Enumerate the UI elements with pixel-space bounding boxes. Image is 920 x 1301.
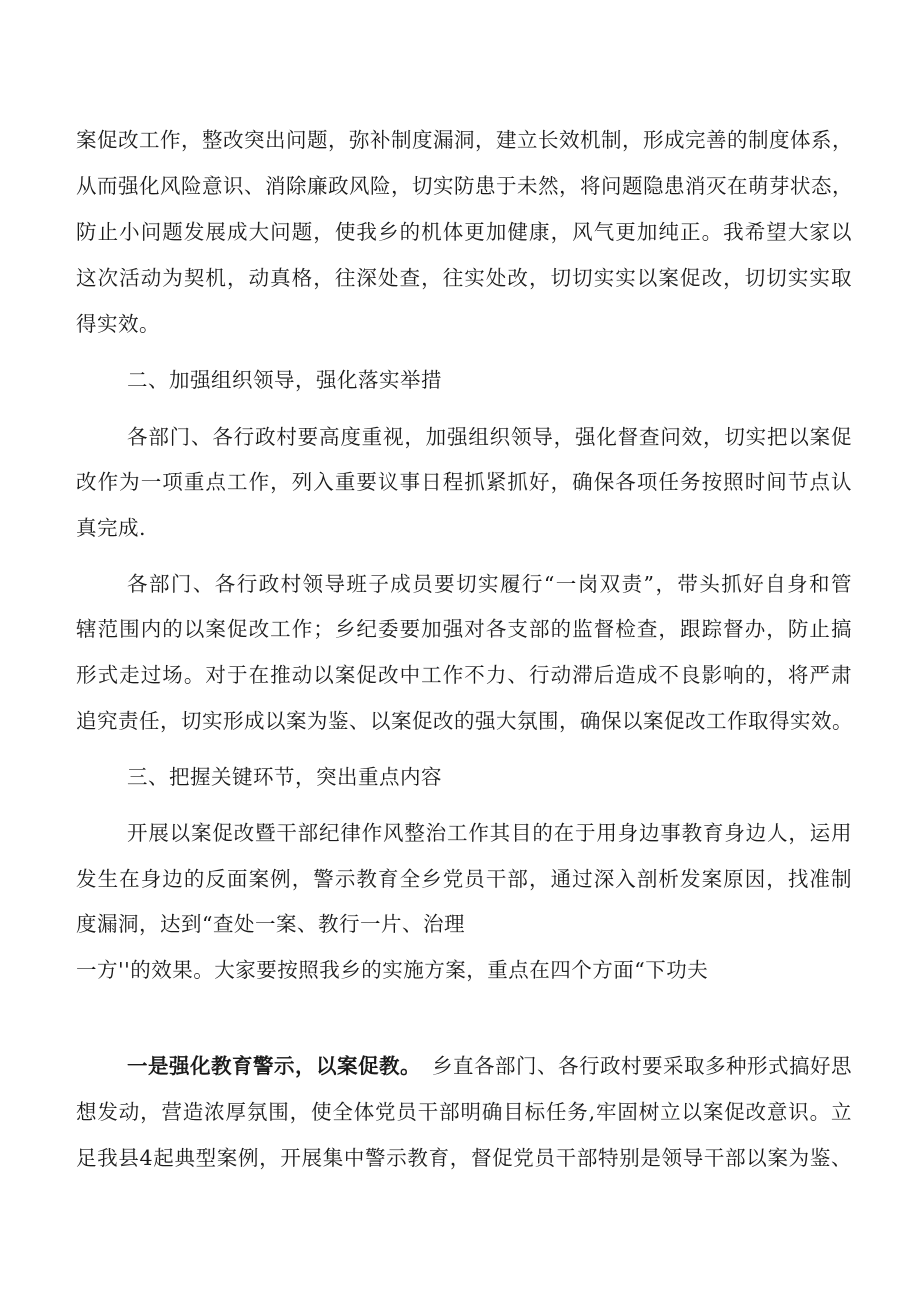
paragraph-4-line-4: 一方''的效果。大家要按照我乡的实施方案，重点在四个方面“下功夫 [76,958,709,982]
paragraph-1-line-5: 得实效。 [76,312,160,336]
paragraph-5-line-2: 想发动，营造浓厚氛围，使全体党员干部明确目标任务,牢固树立以案促改意识。立 [76,1100,852,1124]
paragraph-2-line-1: 各部门、各行政村要高度重视，加强组织领导，强化督查问效，切实把以案促 [127,425,852,449]
paragraph-3-line-3: 形式走过场。对于在推动以案促改中工作不力、行动滞后造成不良影响的，将严肃 [76,663,852,687]
paragraph-3-line-2: 辖范围内的以案促改工作；乡纪委要加强对各支部的监督检查，跟踪督办，防止搞 [76,617,852,641]
paragraph-3-line-4: 追究责任，切实形成以案为鉴、以案促改的强大氛围，确保以案促改工作取得实效。 [76,709,853,733]
paragraph-1-line-3: 防止小问题发展成大问题，使我乡的机体更加健康，风气更加纯正。我希望大家以 [76,220,852,244]
paragraph-5-line-1-text: 乡直各部门、各行政村要采取多种形式搞好思 [432,1054,852,1078]
paragraph-4-line-3: 度漏洞，达到“查处一案、教行一片、治理 [76,912,465,936]
section-heading-2: 二、加强组织领导，强化落实举措 [127,368,442,392]
paragraph-1-line-1: 案促改工作，整改突出问题，弥补制度漏洞，建立长效机制，形成完善的制度体系， [76,128,853,152]
paragraph-1-line-4: 这次活动为契机，动真格，往深处查，往实处改，切切实实以案促改，切切实实取 [76,266,852,290]
paragraph-5-line-1 [127,1054,852,1078]
paragraph-3-line-1: 各部门、各行政村领导班子成员要切实履行“一岗双责”，带头抓好自身和管 [127,572,852,596]
paragraph-4-line-2: 发生在身边的反面案例，警示教育全乡党员干部，通过深入剖析发案原因，找准制 [76,867,852,891]
paragraph-2-line-2: 改作为一项重点工作，列入重要议事日程抓紧抓好，确保各项任务按照时间节点认 [76,470,852,494]
paragraph-1-line-2: 从而强化风险意识、消除廉政风险，切实防患于未然，将问题隐患消灭在萌芽状态， [76,174,853,198]
paragraph-2-line-3: 真完成. [76,516,147,540]
paragraph-5-line-3: 足我县4起典型案例，开展集中警示教育，督促党员干部特别是领导干部以案为鉴、 [76,1146,852,1170]
section-heading-3: 三、把握关键环节，突出重点内容 [127,765,442,789]
emphasis-heading-one: 一是强化教育警示，以案促教。 [127,1054,421,1078]
paragraph-4-line-1: 开展以案促改暨干部纪律作风整治工作其目的在于用身边事教育身边人，运用 [127,821,852,845]
